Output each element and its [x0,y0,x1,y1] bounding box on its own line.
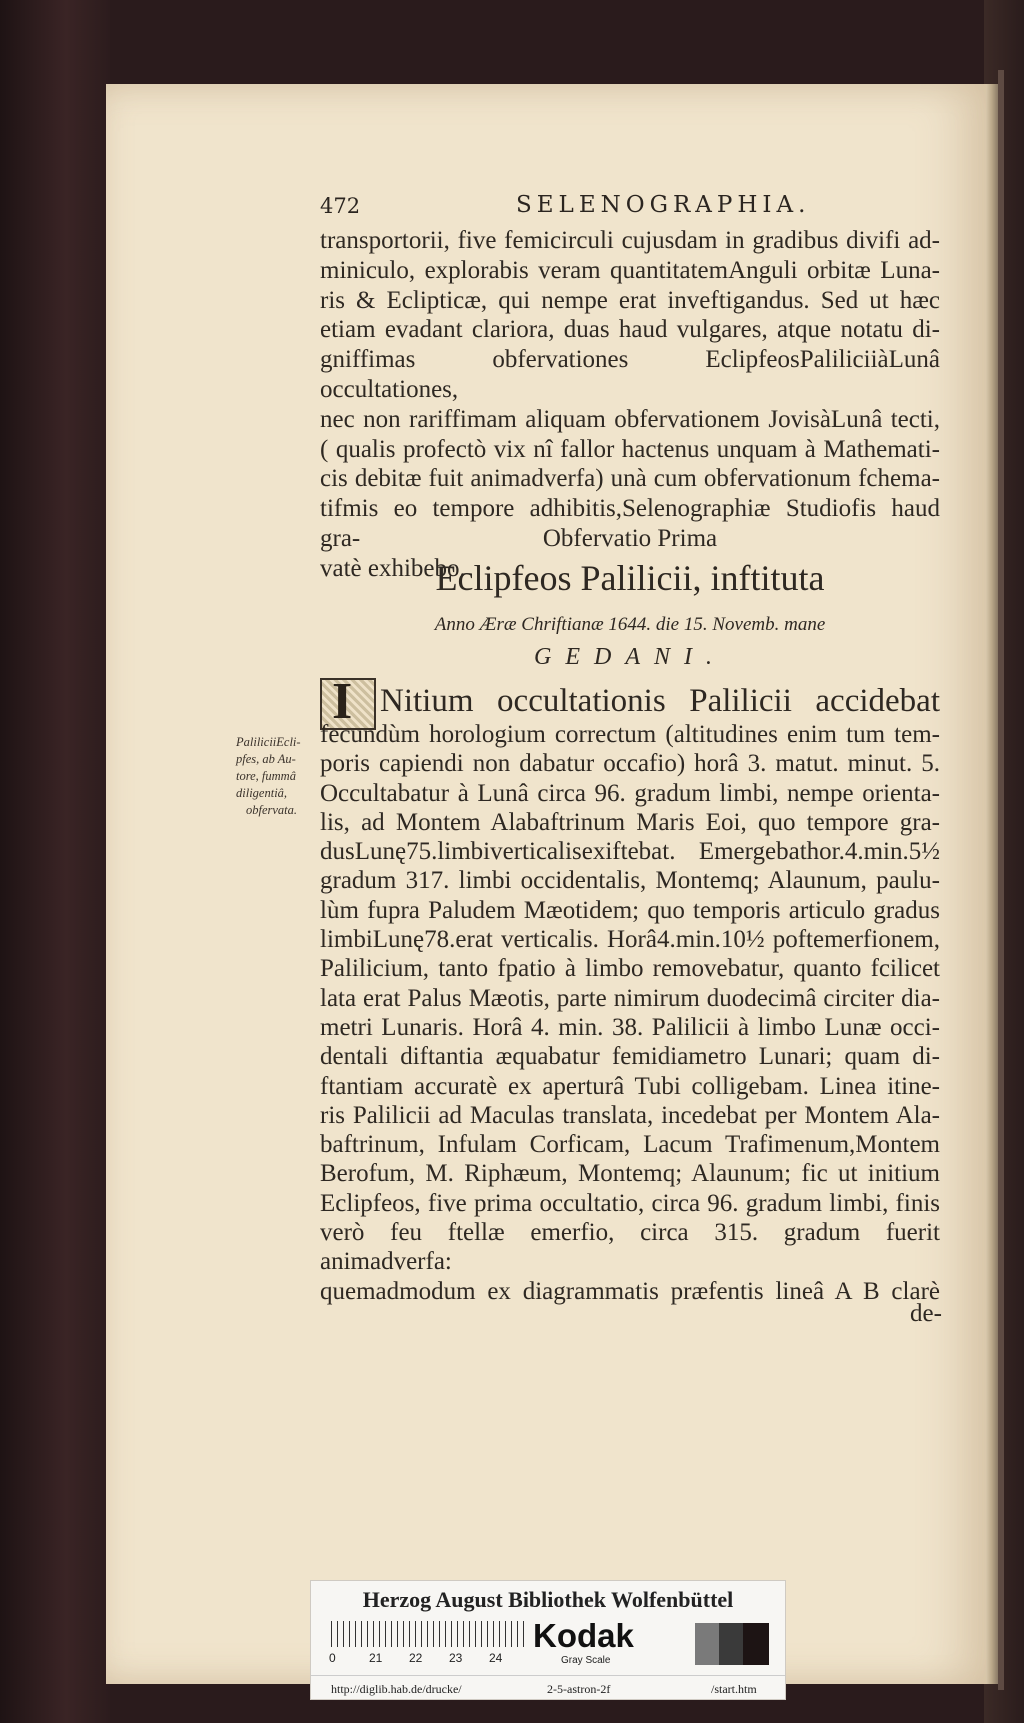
text-line: lata erat Palus Mæotis, parte nimirum duodecimâ circiter dia- [320,984,940,1012]
first-line: Nitium occultationis Palilicii accidebat [380,683,940,719]
marginal-note [236,734,320,819]
gray-scale-label: Gray Scale [561,1655,611,1666]
observation-place: GEDANI. [534,644,726,670]
text-line: ftantiam accuratè ex aperturâ Tubi colligebam. Linea itine- [320,1072,940,1100]
text-line: verò feu ftellæ emerfio, circa 315. gradum fuerit animadverfa: [320,1219,940,1276]
text-line: lùm fupra Paludem Mæotidem; quo temporis articulo gradus [320,896,940,924]
text-line: Berofum, M. Riphæum, Montemq; Alaunum; fic ut initium [320,1160,940,1188]
url-left: http://diglib.hab.de/drucke/ [331,1682,462,1696]
observation-label: Obfervatio Prima [542,525,718,552]
marginal-line: pfes, ab Au- [236,752,296,766]
gray-swatch [695,1623,721,1665]
observation-date: Anno Æræ Chriftianæ 1644. die 15. Novemb. mane [434,614,826,635]
text-line: dusLunę75.limbiverticalisexiftebat. Emergebathor.4.min.5½ [320,838,940,866]
text-line: gniffimas obfervationes EclipfeosPaliliciiàLunâ occultationes, [320,346,940,403]
marginal-line: tore, fummâ [236,769,296,783]
text-line: quemadmodum ex diagrammatis præfentis lineâ A B clarè [320,1277,940,1305]
page-number: 472 [320,194,361,218]
running-title: SELENOGRAPHIA. [516,192,811,218]
text-line: transportorii, five femicirculi cujusdam in gradibus divifi ad- [320,227,940,254]
ruler-number: 22 [409,1651,423,1665]
text-line: ris Palilicii ad Maculas translata, incedebat per Montem Ala- [320,1101,940,1129]
text-line: nec non rariffimam aliquam obfervationem JovisàLunâ tecti, [320,405,940,433]
text-line: tifmis eo tempore adhibitis,Selenographiæ Studiofis haud gra- [320,495,940,552]
text-line: ( qualis profectò vix nî fallor hactenus unquam à Mathemati- [320,435,940,463]
text-line: gradum 317. limbi occidentalis, Montemq; Alaunum, paulu- [320,867,940,895]
text-line: Palilicium, tanto fpatio à limbo removebatur, quanto fcilicet [320,955,940,983]
text-line: vatè exhibebo. [320,554,466,582]
text-line: Eclipfeos, five prima occultatio, circa 96. gradum limbi, finis [320,1189,940,1217]
text-line: cis debitæ fuit animadverfa) unà cum obfervationum fchema- [320,465,940,493]
page-edge [986,84,998,1684]
url-right: /start.htm [711,1682,757,1696]
main-paragraph [320,720,940,1306]
text-line: etiam evadant clariora, duas haud vulgares, atque notatu di- [320,316,940,344]
black-swatch [743,1623,769,1665]
dark-swatch [719,1623,745,1665]
url-mid: 2-5-astron-2f [547,1682,611,1696]
page-edge-shadow [998,70,1004,1690]
initial-letter: I [332,673,353,730]
kodak-logo: Kodak [533,1617,634,1654]
color-target-card [310,1580,786,1700]
text-line: lis, ad Montem Alabaftrinum Maris Eoi, quo tempore gra- [320,808,940,836]
url-row [311,1675,785,1700]
text-line: baftrinum, Infulam Corficam, Lacum Trafimenum,Montem [320,1131,940,1159]
text-line: fecundùm horologium correctum (altitudines enim tum tem- [320,721,940,748]
text-line: ris & Eclipticæ, qui nempe erat inveftigandus. Sed ut hæc [320,286,940,314]
text-line: metri Lunaris. Horâ 4. min. 38. Palilicii à limbo Lunæ occi- [320,1013,940,1041]
catchword: de- [910,1300,942,1327]
text-line: poris capiendi non dabatur occafio) horâ 3. matut. minut. 5. [320,750,940,778]
ruler-number: 24 [489,1651,503,1665]
ruler-number: 23 [449,1651,463,1665]
marginal-line: PaliliciiEcli- [236,735,301,749]
scale-ruler [331,1621,525,1647]
observation-title: Eclipfeos Palilicii, inftituta [435,558,825,598]
page-header [320,194,940,224]
ruler-number: 21 [369,1651,383,1665]
marginal-line: obfervata. [246,803,298,817]
text-line: dentali diftantia æquabatur femidiametro Lunari; quam di- [320,1043,940,1071]
ruler-number: 0 [329,1651,336,1665]
marginal-line: diligentiâ, [236,786,288,800]
background-left [0,0,110,1723]
library-name: Herzog August Bibliothek Wolfenbüttel [362,1587,734,1612]
text-line: Occultabatur à Lunâ circa 96. gradum limbi, nempe orienta- [320,779,940,807]
text-line: miniculo, explorabis veram quantitatemAnguli orbitæ Luna- [320,256,940,284]
text-line: limbiLunę78.erat verticalis. Horâ4.min.10½ poftemerfionem, [320,926,940,954]
